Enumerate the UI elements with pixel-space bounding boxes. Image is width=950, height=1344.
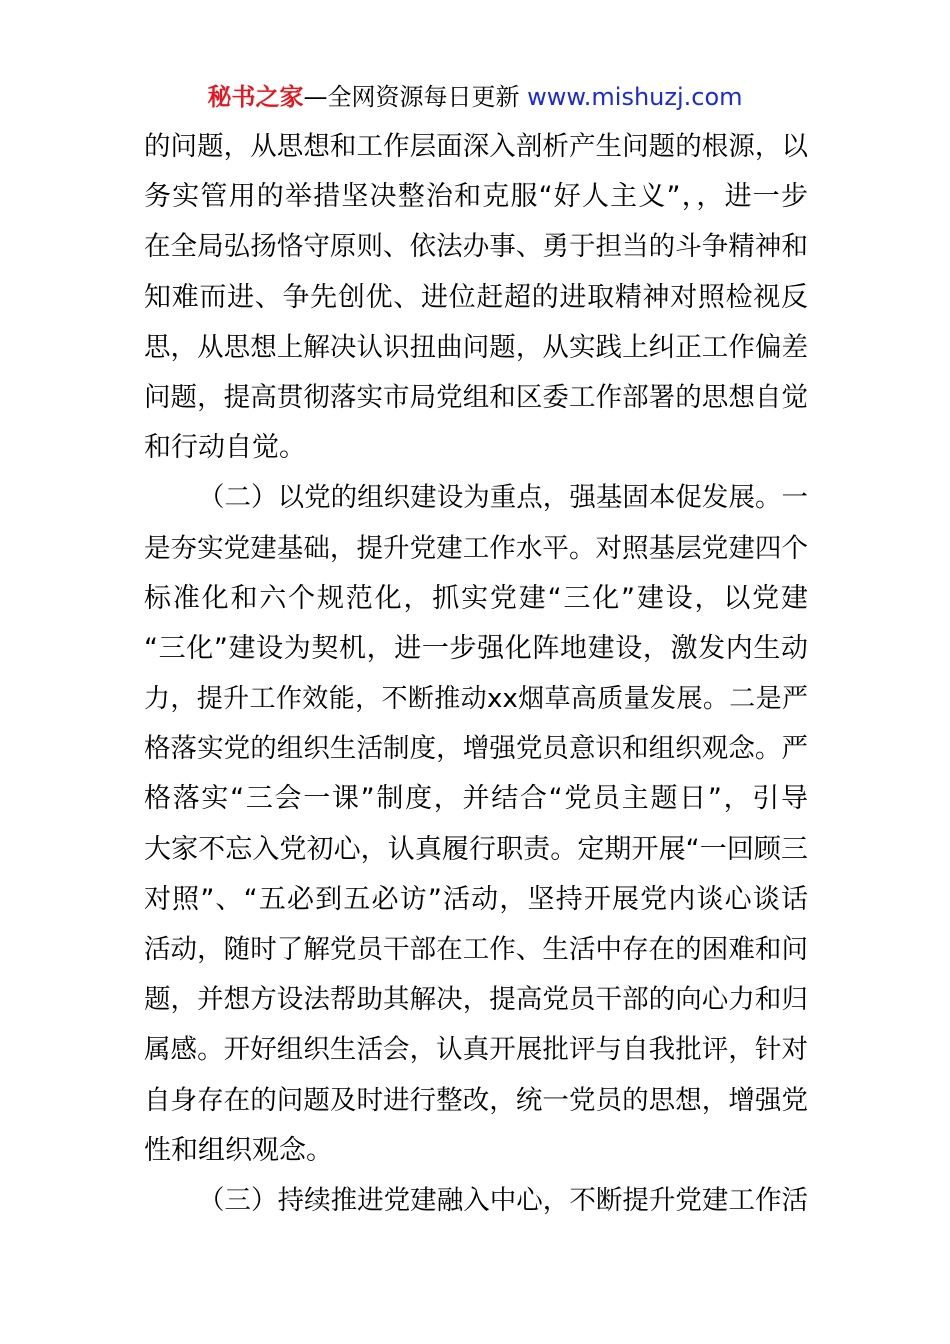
- text-line: 知难而进、争先创优、进位赶超的进取精神对照检视反: [144, 281, 808, 313]
- text-line: 标准化和六个规范化，抓实党建“三化”建设，以党建: [144, 582, 808, 614]
- text-line: 思，从思想上解决认识扭曲问题，从实践上纠正工作偏差: [144, 331, 808, 363]
- document-body: [144, 122, 808, 1226]
- text-line: 属感。开好组织生活会，认真开展批评与自我批评，针对: [144, 1034, 808, 1066]
- text-line: 格落实“三会一课”制度，并结合“党员主题日”，引导: [144, 783, 808, 815]
- text-line: 题，并想方设法帮助其解决，提高党员干部的向心力和归: [144, 984, 808, 1016]
- text-line: 问题，提高贯彻落实市局党组和区委工作部署的思想自觉: [144, 381, 808, 413]
- header-brand: 秘书之家: [207, 83, 304, 111]
- section-heading-line: （三）持续推进党建融入中心，不断提升党建工作活: [198, 1184, 808, 1216]
- text-line: “三化”建设为契机，进一步强化阵地建设，激发内生动: [144, 632, 808, 664]
- text-line: 力，提升工作效能，不断推动xx烟草高质量发展。二是严: [144, 684, 808, 715]
- text-line: 在全局弘扬恪守原则、依法办事、勇于担当的斗争精神和: [144, 231, 808, 263]
- text-line: 和行动自觉。: [144, 432, 306, 464]
- text-line: 性和组织观念。: [144, 1134, 333, 1166]
- section-heading-line: （二）以党的组织建设为重点，强基固本促发展。一: [198, 482, 808, 514]
- text-line: 自身存在的问题及时进行整改，统一党员的思想，增强党: [144, 1084, 808, 1116]
- page-header: [0, 80, 950, 114]
- text-line: 是夯实党建基础，提升党建工作水平。对照基层党建四个: [144, 532, 808, 564]
- header-site-link[interactable]: www.mishuzj.com: [527, 83, 743, 111]
- text-line: 格落实党的组织生活制度，增强党员意识和组织观念。严: [144, 733, 808, 765]
- header-slogan: —全网资源每日更新: [303, 83, 520, 111]
- text-line: 大家不忘入党初心，认真履行职责。定期开展“一回顾三: [144, 833, 808, 865]
- text-line: 务实管用的举措坚决整治和克服“好人主义”，，进一步: [144, 181, 808, 213]
- text-line: 的问题，从思想和工作层面深入剖析产生问题的根源，以: [144, 131, 808, 162]
- text-line: 活动，随时了解党员干部在工作、生活中存在的困难和问: [144, 934, 808, 965]
- text-line: 对照”、“五必到五必访”活动，坚持开展党内谈心谈话: [144, 883, 808, 915]
